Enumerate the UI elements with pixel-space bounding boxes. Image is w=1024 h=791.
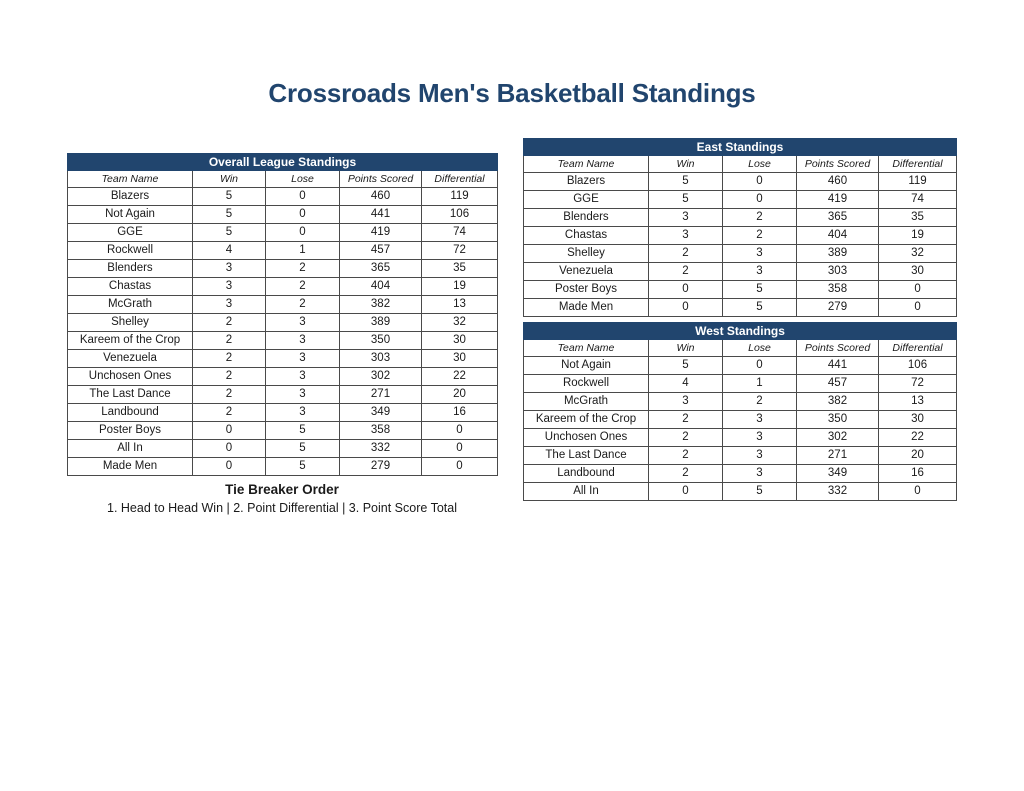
cell-team: Unchosen Ones — [68, 368, 193, 386]
cell-team: The Last Dance — [524, 447, 649, 465]
table-row — [524, 245, 957, 263]
cell-differential: 0 — [879, 483, 957, 501]
cell-win: 2 — [193, 314, 266, 332]
cell-win: 5 — [193, 188, 266, 206]
cell-lose: 5 — [266, 422, 340, 440]
west-standings-table — [523, 322, 957, 501]
cell-win: 0 — [193, 422, 266, 440]
cell-lose: 2 — [266, 260, 340, 278]
table-row — [524, 263, 957, 281]
table-row — [524, 429, 957, 447]
column-header-win: Win — [649, 156, 723, 173]
cell-win: 3 — [649, 209, 723, 227]
cell-team: Kareem of the Crop — [524, 411, 649, 429]
east-table-body — [524, 156, 957, 317]
cell-differential: 72 — [879, 375, 957, 393]
column-header-lose: Lose — [723, 340, 797, 357]
table-row — [68, 422, 498, 440]
west-table-heading: West Standings — [524, 323, 957, 340]
cell-lose: 5 — [266, 458, 340, 476]
column-header-differential: Differential — [422, 171, 498, 188]
column-header-win: Win — [649, 340, 723, 357]
cell-differential: 106 — [879, 357, 957, 375]
cell-win: 2 — [649, 429, 723, 447]
cell-win: 0 — [649, 281, 723, 299]
tie-breaker-title: Tie Breaker Order — [225, 482, 339, 497]
cell-differential: 30 — [879, 411, 957, 429]
cell-differential: 32 — [422, 314, 498, 332]
table-row — [524, 411, 957, 429]
cell-differential: 16 — [422, 404, 498, 422]
cell-lose: 3 — [723, 411, 797, 429]
cell-win: 2 — [649, 411, 723, 429]
cell-points: 279 — [340, 458, 422, 476]
column-header-points: Points Scored — [797, 340, 879, 357]
table-row — [68, 350, 498, 368]
column-header-lose: Lose — [266, 171, 340, 188]
cell-differential: 19 — [879, 227, 957, 245]
cell-points: 457 — [340, 242, 422, 260]
cell-differential: 22 — [422, 368, 498, 386]
cell-differential: 119 — [422, 188, 498, 206]
cell-team: Blenders — [68, 260, 193, 278]
cell-points: 332 — [797, 483, 879, 501]
cell-lose: 3 — [266, 314, 340, 332]
cell-points: 404 — [340, 278, 422, 296]
cell-team: McGrath — [68, 296, 193, 314]
cell-lose: 3 — [723, 429, 797, 447]
cell-lose: 3 — [723, 263, 797, 281]
cell-lose: 3 — [723, 245, 797, 263]
table-row — [68, 368, 498, 386]
cell-lose: 0 — [723, 173, 797, 191]
cell-win: 3 — [193, 260, 266, 278]
cell-lose: 2 — [266, 296, 340, 314]
cell-points: 302 — [340, 368, 422, 386]
cell-differential: 20 — [422, 386, 498, 404]
cell-team: Unchosen Ones — [524, 429, 649, 447]
table-row — [524, 173, 957, 191]
west-table-heading-row — [524, 323, 957, 340]
cell-differential: 119 — [879, 173, 957, 191]
cell-points: 303 — [797, 263, 879, 281]
cell-team: Landbound — [68, 404, 193, 422]
cell-lose: 0 — [266, 206, 340, 224]
cell-win: 2 — [193, 350, 266, 368]
cell-differential: 0 — [879, 299, 957, 317]
table-row — [68, 332, 498, 350]
overall-standings-table — [67, 153, 498, 476]
east-table-heading-row — [524, 139, 957, 156]
cell-differential: 19 — [422, 278, 498, 296]
cell-win: 3 — [649, 393, 723, 411]
cell-lose: 0 — [723, 191, 797, 209]
cell-team: Chastas — [68, 278, 193, 296]
column-header-team: Team Name — [68, 171, 193, 188]
cell-win: 0 — [193, 458, 266, 476]
cell-team: Poster Boys — [524, 281, 649, 299]
column-header-team: Team Name — [524, 156, 649, 173]
table-row — [524, 209, 957, 227]
cell-team: Not Again — [524, 357, 649, 375]
cell-win: 2 — [193, 368, 266, 386]
table-row — [68, 206, 498, 224]
table-row — [524, 357, 957, 375]
cell-lose: 2 — [266, 278, 340, 296]
cell-differential: 13 — [422, 296, 498, 314]
cell-differential: 32 — [879, 245, 957, 263]
west-column-header-row — [524, 340, 957, 357]
cell-differential: 20 — [879, 447, 957, 465]
cell-team: Kareem of the Crop — [68, 332, 193, 350]
cell-lose: 5 — [723, 281, 797, 299]
table-row — [524, 191, 957, 209]
cell-win: 0 — [649, 299, 723, 317]
cell-win: 3 — [193, 278, 266, 296]
column-header-lose: Lose — [723, 156, 797, 173]
cell-win: 5 — [649, 357, 723, 375]
cell-team: GGE — [68, 224, 193, 242]
cell-lose: 3 — [266, 386, 340, 404]
table-row — [68, 188, 498, 206]
cell-points: 389 — [340, 314, 422, 332]
cell-team: McGrath — [524, 393, 649, 411]
cell-team: Rockwell — [524, 375, 649, 393]
cell-lose: 3 — [266, 332, 340, 350]
cell-points: 271 — [340, 386, 422, 404]
cell-team: Made Men — [524, 299, 649, 317]
cell-differential: 35 — [422, 260, 498, 278]
cell-points: 279 — [797, 299, 879, 317]
cell-win: 2 — [649, 465, 723, 483]
cell-win: 2 — [649, 447, 723, 465]
cell-points: 365 — [797, 209, 879, 227]
cell-win: 3 — [193, 296, 266, 314]
east-column-header-row — [524, 156, 957, 173]
table-row — [68, 314, 498, 332]
table-row — [524, 281, 957, 299]
cell-team: All In — [68, 440, 193, 458]
table-row — [68, 440, 498, 458]
page-title: Crossroads Men's Basketball Standings — [268, 78, 756, 108]
cell-lose: 0 — [266, 224, 340, 242]
cell-team: Venezuela — [68, 350, 193, 368]
cell-win: 2 — [193, 404, 266, 422]
cell-lose: 3 — [266, 350, 340, 368]
cell-points: 302 — [797, 429, 879, 447]
cell-team: Blazers — [524, 173, 649, 191]
cell-differential: 0 — [422, 440, 498, 458]
overall-table-heading-row — [68, 154, 498, 171]
cell-points: 419 — [340, 224, 422, 242]
cell-lose: 2 — [723, 227, 797, 245]
east-table-heading: East Standings — [524, 139, 957, 156]
cell-differential: 22 — [879, 429, 957, 447]
cell-differential: 35 — [879, 209, 957, 227]
cell-lose: 1 — [266, 242, 340, 260]
cell-team: GGE — [524, 191, 649, 209]
cell-team: Shelley — [68, 314, 193, 332]
cell-team: Blazers — [68, 188, 193, 206]
cell-win: 5 — [193, 224, 266, 242]
cell-differential: 74 — [422, 224, 498, 242]
cell-differential: 0 — [422, 422, 498, 440]
cell-lose: 3 — [266, 404, 340, 422]
cell-differential: 30 — [422, 350, 498, 368]
cell-team: Made Men — [68, 458, 193, 476]
cell-win: 5 — [193, 206, 266, 224]
cell-points: 303 — [340, 350, 422, 368]
column-header-points: Points Scored — [340, 171, 422, 188]
cell-differential: 0 — [422, 458, 498, 476]
cell-points: 365 — [340, 260, 422, 278]
table-row — [68, 386, 498, 404]
cell-team: Rockwell — [68, 242, 193, 260]
cell-points: 271 — [797, 447, 879, 465]
table-row — [68, 296, 498, 314]
table-row — [68, 224, 498, 242]
cell-differential: 74 — [879, 191, 957, 209]
cell-points: 441 — [340, 206, 422, 224]
cell-lose: 3 — [723, 447, 797, 465]
cell-points: 382 — [340, 296, 422, 314]
cell-differential: 72 — [422, 242, 498, 260]
cell-lose: 3 — [266, 368, 340, 386]
cell-win: 4 — [649, 375, 723, 393]
cell-points: 460 — [797, 173, 879, 191]
overall-table-body — [68, 171, 498, 476]
tie-breaker-rules: 1. Head to Head Win | 2. Point Differential | 3. Point Score Total — [107, 501, 457, 515]
cell-win: 2 — [193, 332, 266, 350]
west-table-body — [524, 340, 957, 501]
cell-differential: 30 — [879, 263, 957, 281]
cell-points: 349 — [797, 465, 879, 483]
cell-win: 4 — [193, 242, 266, 260]
east-standings-table — [523, 138, 957, 317]
cell-lose: 5 — [723, 299, 797, 317]
cell-points: 457 — [797, 375, 879, 393]
cell-win: 5 — [649, 191, 723, 209]
overall-column-header-row — [68, 171, 498, 188]
cell-win: 5 — [649, 173, 723, 191]
table-row — [68, 260, 498, 278]
table-row — [68, 278, 498, 296]
table-row — [524, 393, 957, 411]
cell-team: Poster Boys — [68, 422, 193, 440]
cell-lose: 0 — [266, 188, 340, 206]
cell-points: 404 — [797, 227, 879, 245]
cell-win: 2 — [649, 245, 723, 263]
cell-differential: 30 — [422, 332, 498, 350]
cell-points: 389 — [797, 245, 879, 263]
cell-win: 2 — [649, 263, 723, 281]
cell-differential: 16 — [879, 465, 957, 483]
cell-lose: 3 — [723, 465, 797, 483]
table-row — [68, 242, 498, 260]
cell-points: 382 — [797, 393, 879, 411]
cell-points: 358 — [340, 422, 422, 440]
tie-breaker-section — [67, 480, 497, 518]
cell-win: 0 — [193, 440, 266, 458]
column-header-differential: Differential — [879, 156, 957, 173]
table-row — [524, 299, 957, 317]
table-row — [524, 447, 957, 465]
cell-differential: 0 — [879, 281, 957, 299]
column-header-win: Win — [193, 171, 266, 188]
cell-lose: 5 — [266, 440, 340, 458]
cell-win: 0 — [649, 483, 723, 501]
cell-team: Shelley — [524, 245, 649, 263]
cell-points: 419 — [797, 191, 879, 209]
overall-table-heading: Overall League Standings — [68, 154, 498, 171]
cell-win: 3 — [649, 227, 723, 245]
cell-lose: 2 — [723, 209, 797, 227]
table-row — [524, 483, 957, 501]
column-header-differential: Differential — [879, 340, 957, 357]
cell-lose: 0 — [723, 357, 797, 375]
cell-differential: 106 — [422, 206, 498, 224]
cell-points: 349 — [340, 404, 422, 422]
cell-team: Blenders — [524, 209, 649, 227]
cell-points: 350 — [340, 332, 422, 350]
cell-lose: 5 — [723, 483, 797, 501]
cell-win: 2 — [193, 386, 266, 404]
table-row — [524, 375, 957, 393]
cell-points: 460 — [340, 188, 422, 206]
cell-team: The Last Dance — [68, 386, 193, 404]
table-row — [68, 404, 498, 422]
cell-points: 332 — [340, 440, 422, 458]
cell-points: 441 — [797, 357, 879, 375]
table-row — [524, 227, 957, 245]
cell-points: 358 — [797, 281, 879, 299]
column-header-team: Team Name — [524, 340, 649, 357]
cell-lose: 2 — [723, 393, 797, 411]
column-header-points: Points Scored — [797, 156, 879, 173]
cell-team: Landbound — [524, 465, 649, 483]
cell-differential: 13 — [879, 393, 957, 411]
cell-points: 350 — [797, 411, 879, 429]
cell-lose: 1 — [723, 375, 797, 393]
cell-team: Venezuela — [524, 263, 649, 281]
cell-team: Not Again — [68, 206, 193, 224]
table-row — [524, 465, 957, 483]
table-row — [68, 458, 498, 476]
cell-team: All In — [524, 483, 649, 501]
cell-team: Chastas — [524, 227, 649, 245]
